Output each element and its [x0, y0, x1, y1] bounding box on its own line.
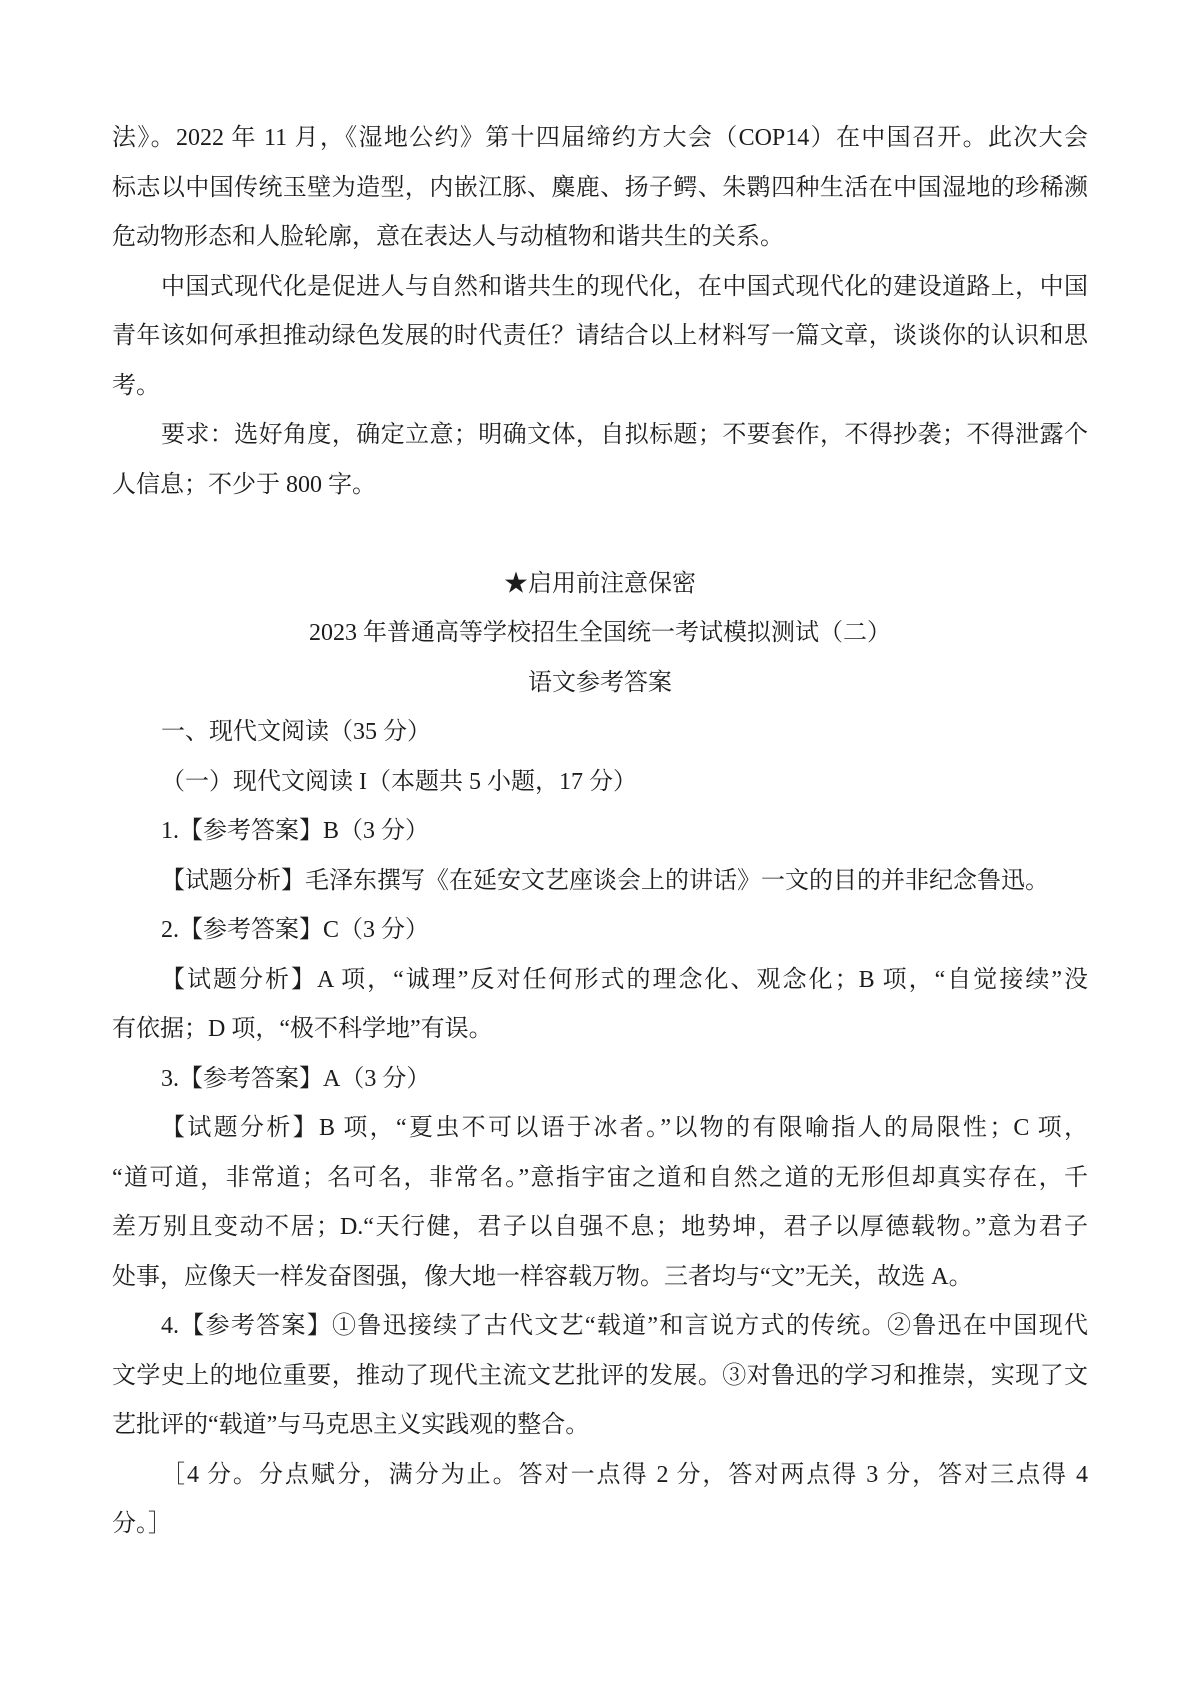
- q2-analysis-line: 【试题分析】A 项，“诚理”反对任何形式的理念化、观念化；B 项，“自觉接续”没: [161, 966, 1088, 993]
- q1-analysis-line: 【试题分析】毛泽东撰写《在延安文艺座谈会上的讲话》一文的目的并非纪念鲁迅。: [161, 867, 1049, 894]
- q3-analysis-line: 差万别且变动不居；D.“天行健，君子以自强不息；地势坤，君子以厚德载物。”意为君子: [112, 1214, 1088, 1240]
- q3-analysis-line: “道可道，非常道；名可名，非常名。”意指宇宙之道和自然之道的无形但却真实存在，千: [112, 1164, 1088, 1191]
- q4-answer-line: 4.【参考答案】①鲁迅接续了古代文艺“载道”和言说方式的传统。②鲁迅在中国现代: [161, 1313, 1088, 1339]
- q4-scoring-note-line: 分。］: [112, 1511, 172, 1537]
- essay-paragraph1-line: 法》。2022 年 11 月，《湿地公约》第十四届缔约方大会（COP14）在中国召开。此次大会: [112, 125, 1088, 151]
- q4-answer-line: 文学史上的地位重要，推动了现代主流文艺批评的发展。③对鲁迅的学习和推崇，实现了文: [112, 1362, 1088, 1389]
- q2-analysis-line: 有依据；D 项，“极不科学地”有误。: [112, 1016, 493, 1042]
- q4-scoring-note-line: ［4 分。分点赋分，满分为止。答对一点得 2 分，答对两点得 3 分，答对三点得 4: [161, 1461, 1088, 1488]
- q4-answer-line: 艺批评的“载道”与马克思主义实践观的整合。: [112, 1412, 590, 1438]
- essay-paragraph2-line: 青年该如何承担推动绿色发展的时代责任？请结合以上材料写一篇文章，谈谈你的认识和思: [112, 323, 1088, 349]
- essay-requirements-line: 人信息；不少于 800 字。: [112, 471, 376, 498]
- blank-spacer-line: [112, 510, 1088, 560]
- section-heading: 一、现代文阅读（35 分）: [161, 719, 431, 745]
- essay-paragraph2-line: 考。: [112, 372, 160, 399]
- q2-answer-line: 2.【参考答案】C（3 分）: [161, 917, 430, 943]
- q3-answer-line: 3.【参考答案】A（3 分）: [161, 1065, 431, 1092]
- essay-paragraph1-line: 危动物形态和人脸轮廓，意在表达人与动植物和谐共生的关系。: [112, 224, 784, 250]
- essay-paragraph1-line: 标志以中国传统玉壁为造型，内嵌江豚、麋鹿、扬子鳄、朱鹮四种生活在中国湿地的珍稀濒: [112, 174, 1088, 201]
- q1-answer-line: 1.【参考答案】B（3 分）: [161, 818, 430, 844]
- essay-requirements-line: 要求：选好角度，确定立意；明确文体，自拟标题；不要套作，不得抄袭；不得泄露个: [161, 422, 1088, 448]
- subject-heading: 语文参考答案: [528, 669, 672, 696]
- q3-analysis-line: 【试题分析】B 项，“夏虫不可以语于冰者。”以物的有限喻指人的局限性；C 项，: [161, 1115, 1088, 1141]
- exam-title: 2023 年普通高等学校招生全国统一考试模拟测试（二）: [309, 620, 891, 646]
- q3-analysis-line: 处事，应像天一样发奋图强，像大地一样容载万物。三者均与“文”无关，故选 A。: [112, 1263, 973, 1290]
- subsection-heading: （一）现代文阅读 I（本题共 5 小题，17 分）: [161, 768, 637, 795]
- confidential-notice: ★启用前注意保密: [504, 570, 696, 597]
- essay-paragraph2-line: 中国式现代化是促进人与自然和谐共生的现代化，在中国式现代化的建设道路上，中国: [161, 273, 1088, 300]
